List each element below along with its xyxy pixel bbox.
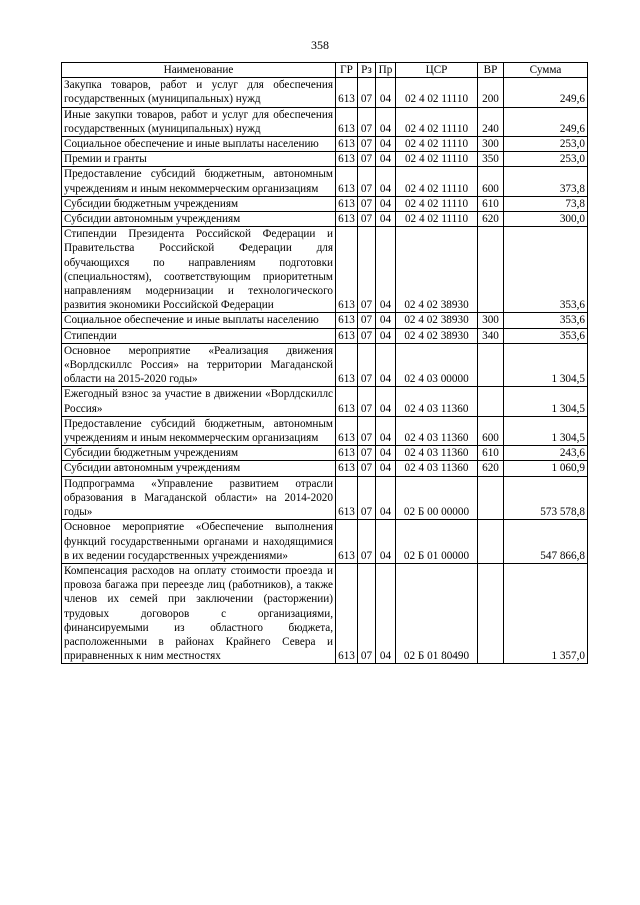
cell-pr: 04 [376,227,396,313]
table-row [62,313,588,328]
cell-rz: 07 [358,196,376,211]
cell-name: Подпрограмма «Управление развитием отрасли образования в Магаданской области» на 2014-2020 годы» [62,476,336,520]
table-row [62,476,588,520]
table-header-row [62,63,588,78]
cell-gr: 613 [336,387,358,416]
cell-pr: 04 [376,78,396,107]
cell-vr: 610 [478,446,504,461]
table-row [62,520,588,564]
cell-vr: 200 [478,78,504,107]
cell-csr: 02 4 02 11110 [396,212,478,227]
table-row [62,563,588,663]
cell-vr [478,227,504,313]
cell-rz: 07 [358,343,376,387]
cell-gr: 613 [336,446,358,461]
cell-name: Основное мероприятие «Обеспечение выполнения функций государственными органами и находящимися в их ведении государственных учреждениями» [62,520,336,564]
cell-name: Предоставление субсидий бюджетным, автономным учреждениям и иным некоммерческим организациям [62,167,336,196]
table-row [62,343,588,387]
table-row [62,78,588,107]
cell-sum: 1 357,0 [504,563,588,663]
cell-csr: 02 4 02 38930 [396,328,478,343]
cell-name: Субсидии бюджетным учреждениям [62,446,336,461]
cell-pr: 04 [376,343,396,387]
cell-gr: 613 [336,476,358,520]
table-row [62,167,588,196]
header-gr: ГР [336,63,358,78]
cell-sum: 249,6 [504,78,588,107]
cell-sum: 243,6 [504,446,588,461]
cell-csr: 02 4 02 38930 [396,313,478,328]
cell-vr: 620 [478,461,504,476]
cell-sum: 1 060,9 [504,461,588,476]
cell-gr: 613 [336,107,358,136]
cell-pr: 04 [376,476,396,520]
cell-csr: 02 Б 01 80490 [396,563,478,663]
cell-gr: 613 [336,563,358,663]
cell-name: Предоставление субсидий бюджетным, автономным учреждениям и иным некоммерческим организациям [62,416,336,445]
cell-rz: 07 [358,313,376,328]
cell-name: Иные закупки товаров, работ и услуг для обеспечения государственных (муниципальных) нужд [62,107,336,136]
cell-vr: 340 [478,328,504,343]
cell-rz: 07 [358,212,376,227]
cell-vr: 300 [478,313,504,328]
cell-pr: 04 [376,520,396,564]
table-row [62,152,588,167]
cell-name: Субсидии автономным учреждениям [62,461,336,476]
cell-rz: 07 [358,461,376,476]
cell-pr: 04 [376,196,396,211]
cell-csr: 02 Б 01 00000 [396,520,478,564]
cell-name: Основное мероприятие «Реализация движения «Ворлдскиллс Россия» на территории Магаданской области на 2015-2020 годы» [62,343,336,387]
cell-gr: 613 [336,343,358,387]
cell-gr: 613 [336,313,358,328]
cell-sum: 353,6 [504,313,588,328]
cell-rz: 07 [358,137,376,152]
header-sum: Сумма [504,63,588,78]
table-row [62,446,588,461]
cell-rz: 07 [358,520,376,564]
table-row [62,387,588,416]
cell-csr: 02 4 03 11360 [396,416,478,445]
cell-vr [478,387,504,416]
cell-pr: 04 [376,152,396,167]
cell-csr: 02 4 03 11360 [396,461,478,476]
cell-name: Ежегодный взнос за участие в движении «Ворлдскиллс Россия» [62,387,336,416]
cell-vr: 600 [478,416,504,445]
budget-table [61,62,588,664]
cell-gr: 613 [336,461,358,476]
cell-vr [478,476,504,520]
cell-sum: 73,8 [504,196,588,211]
cell-name: Премии и гранты [62,152,336,167]
table-row [62,416,588,445]
cell-pr: 04 [376,137,396,152]
cell-rz: 07 [358,416,376,445]
cell-pr: 04 [376,387,396,416]
cell-gr: 613 [336,212,358,227]
cell-pr: 04 [376,167,396,196]
cell-pr: 04 [376,313,396,328]
cell-sum: 249,6 [504,107,588,136]
cell-gr: 613 [336,196,358,211]
table-row [62,461,588,476]
cell-rz: 07 [358,227,376,313]
cell-pr: 04 [376,416,396,445]
cell-name: Субсидии автономным учреждениям [62,212,336,227]
cell-sum: 547 866,8 [504,520,588,564]
cell-vr [478,343,504,387]
table-body [62,78,588,664]
table-row [62,196,588,211]
cell-sum: 300,0 [504,212,588,227]
cell-csr: 02 4 02 11110 [396,196,478,211]
cell-sum: 373,8 [504,167,588,196]
cell-sum: 1 304,5 [504,343,588,387]
cell-gr: 613 [336,167,358,196]
cell-csr: 02 4 02 11110 [396,167,478,196]
cell-sum: 573 578,8 [504,476,588,520]
cell-csr: 02 4 03 11360 [396,446,478,461]
cell-csr: 02 4 02 11110 [396,152,478,167]
cell-sum: 353,6 [504,328,588,343]
cell-name: Субсидии бюджетным учреждениям [62,196,336,211]
cell-pr: 04 [376,563,396,663]
cell-pr: 04 [376,212,396,227]
cell-vr [478,563,504,663]
cell-sum: 1 304,5 [504,387,588,416]
header-pr: Пр [376,63,396,78]
cell-sum: 253,0 [504,137,588,152]
header-name: Наименование [62,63,336,78]
cell-pr: 04 [376,461,396,476]
cell-csr: 02 4 03 11360 [396,387,478,416]
cell-sum: 1 304,5 [504,416,588,445]
cell-gr: 613 [336,520,358,564]
header-rz: Рз [358,63,376,78]
cell-name: Закупка товаров, работ и услуг для обеспечения государственных (муниципальных) нужд [62,78,336,107]
table-row [62,212,588,227]
cell-vr: 610 [478,196,504,211]
cell-gr: 613 [336,152,358,167]
cell-sum: 253,0 [504,152,588,167]
cell-pr: 04 [376,107,396,136]
table-row [62,227,588,313]
cell-gr: 613 [336,137,358,152]
header-vr: ВР [478,63,504,78]
header-csr: ЦСР [396,63,478,78]
cell-rz: 07 [358,387,376,416]
cell-csr: 02 4 02 11110 [396,107,478,136]
cell-gr: 613 [336,227,358,313]
cell-vr: 600 [478,167,504,196]
cell-rz: 07 [358,107,376,136]
cell-gr: 613 [336,416,358,445]
cell-rz: 07 [358,476,376,520]
cell-csr: 02 Б 00 00000 [396,476,478,520]
cell-name: Социальное обеспечение и иные выплаты населению [62,137,336,152]
cell-name: Компенсация расходов на оплату стоимости проезда и провоза багажа при переезде лиц (работников), а также членов их семей при заключении (расторжении) трудовых договоров с организациями, финансируемыми из областного бюджета, расположенными в районах Крайнего Севера и приравненных к ним местностях [62,563,336,663]
cell-sum: 353,6 [504,227,588,313]
cell-name: Стипендии [62,328,336,343]
cell-gr: 613 [336,328,358,343]
cell-rz: 07 [358,167,376,196]
cell-vr: 240 [478,107,504,136]
cell-vr: 300 [478,137,504,152]
cell-name: Стипендии Президента Российской Федерации и Правительства Российской Федерации для обучающихся по направлениям подготовки (специальностям), соответствующим приоритетным направлениям модернизации и технологического развития экономики Российской Федерации [62,227,336,313]
cell-pr: 04 [376,328,396,343]
page-number: 358 [311,38,329,52]
cell-rz: 07 [358,78,376,107]
table-row [62,107,588,136]
cell-csr: 02 4 02 11110 [396,78,478,107]
table-row [62,328,588,343]
cell-vr: 350 [478,152,504,167]
cell-csr: 02 4 02 11110 [396,137,478,152]
cell-csr: 02 4 02 38930 [396,227,478,313]
cell-gr: 613 [336,78,358,107]
cell-rz: 07 [358,152,376,167]
cell-csr: 02 4 03 00000 [396,343,478,387]
cell-rz: 07 [358,328,376,343]
cell-pr: 04 [376,446,396,461]
cell-vr: 620 [478,212,504,227]
cell-name: Социальное обеспечение и иные выплаты населению [62,313,336,328]
table-row [62,137,588,152]
cell-rz: 07 [358,446,376,461]
cell-rz: 07 [358,563,376,663]
cell-vr [478,520,504,564]
